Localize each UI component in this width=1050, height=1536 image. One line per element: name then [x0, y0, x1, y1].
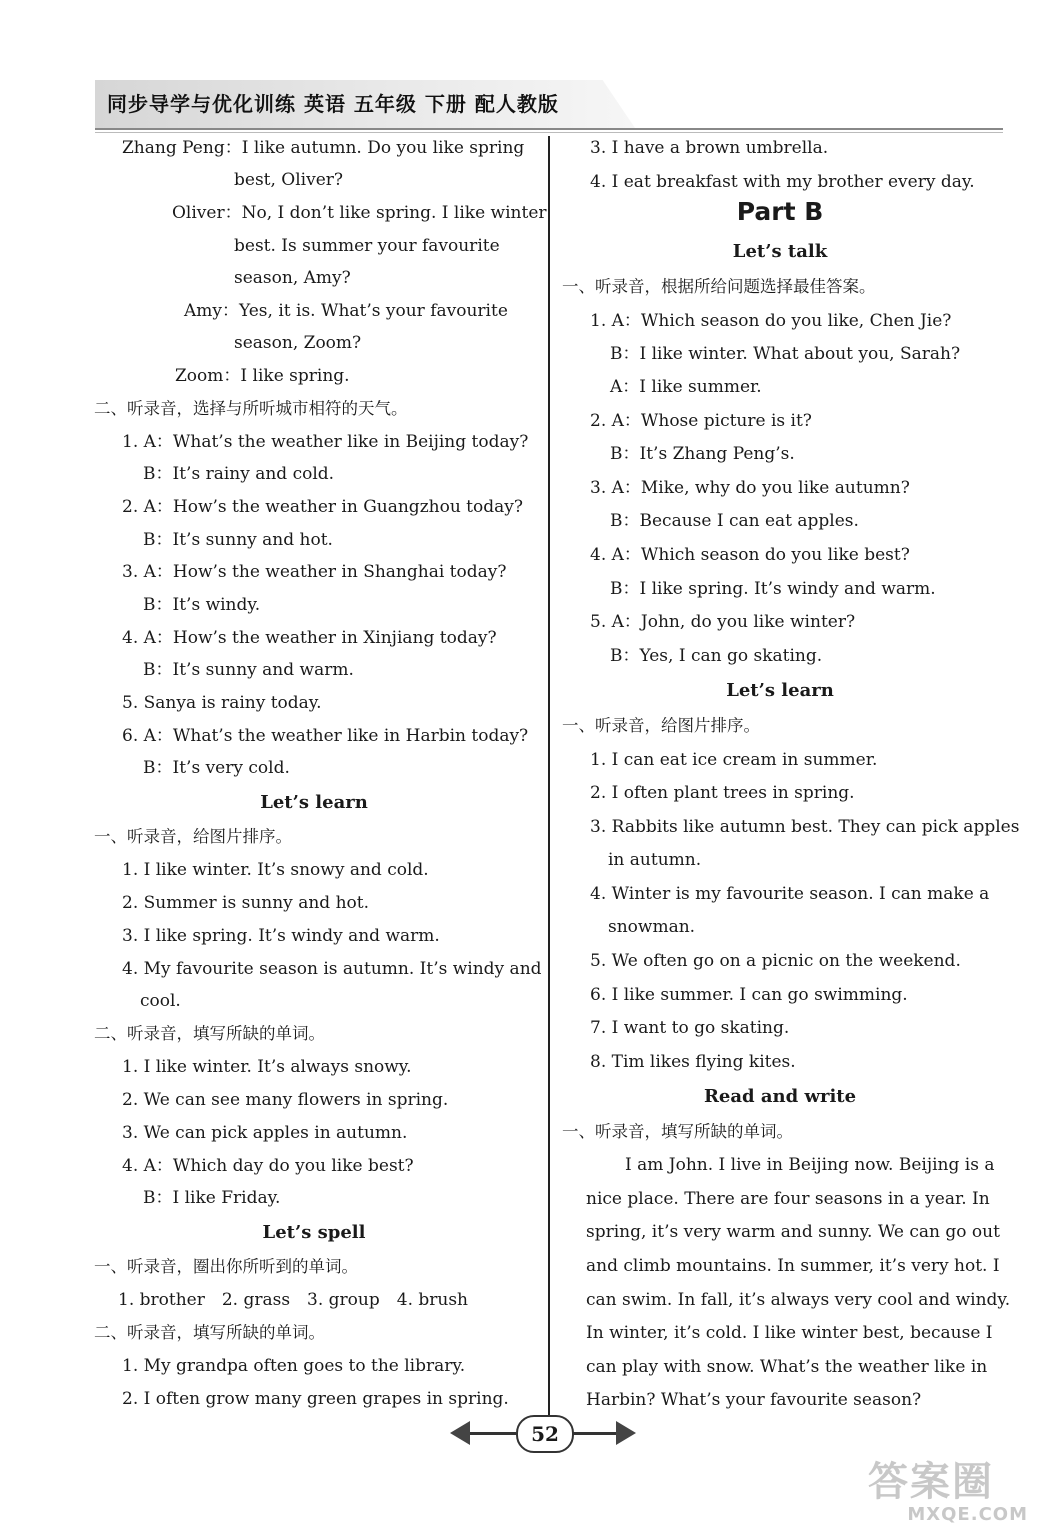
footer-arrow-right-icon: [616, 1421, 636, 1445]
text-line: 3. Rabbits like autumn best. They can pick apples: [590, 817, 1020, 837]
text-line: 5. A：John, do you like winter?: [590, 612, 856, 632]
text-line: 6. I like summer. I can go swimming.: [590, 985, 908, 1005]
part-heading: Part B: [736, 197, 824, 226]
text-line: in autumn.: [608, 850, 702, 870]
section-heading: Let’s learn: [726, 680, 834, 701]
header-rule: [95, 128, 1003, 130]
exercise-instruction: 一、听录音，给图片排序。: [94, 827, 292, 846]
text-line: 2. Summer is sunny and hot.: [122, 893, 369, 913]
text-line: 3. I like spring. It’s windy and warm.: [122, 926, 440, 946]
text-line: 4. My favourite season is autumn. It’s windy and: [122, 959, 542, 979]
text-line: B：It’s Zhang Peng’s.: [610, 444, 795, 464]
text-line: 6. A：What’s the weather like in Harbin today?: [122, 726, 529, 746]
text-line: 3. A：How’s the weather in Shanghai today?: [122, 562, 507, 582]
exercise-instruction: 一、听录音，圈出你所听到的单词。: [94, 1257, 358, 1276]
text-line: 7. I want to go skating.: [590, 1018, 790, 1038]
page-number: 52: [516, 1415, 574, 1453]
exercise-instruction: 二、听录音，填写所缺的单词。: [94, 1323, 325, 1342]
text-line: spring, it’s very warm and sunny. We can go out: [586, 1222, 1000, 1242]
footer-line-left: [470, 1432, 516, 1435]
text-line: 3. We can pick apples in autumn.: [122, 1123, 408, 1143]
text-line: B：Yes, I can go skating.: [610, 646, 823, 666]
text-line: 1. I like winter. It’s snowy and cold.: [122, 860, 429, 880]
text-line: 4. A：How’s the weather in Xinjiang today?: [122, 628, 497, 648]
header-rule-thin: [95, 132, 1003, 133]
text-line: 2. I often plant trees in spring.: [590, 783, 855, 803]
text-line: 4. I eat breakfast with my brother every day.: [590, 172, 975, 192]
text-line: B：Because I can eat apples.: [610, 511, 859, 531]
text-line: 5. Sanya is rainy today.: [122, 693, 322, 713]
watermark-logo-text: 答案圈: [868, 1459, 994, 1505]
column-divider: [548, 136, 550, 1424]
text-line: B：I like spring. It’s windy and warm.: [610, 579, 936, 599]
text-line: 1. My grandpa often goes to the library.: [122, 1356, 466, 1376]
text-line: B：I like winter. What about you, Sarah?: [610, 344, 961, 364]
text-line: 8. Tim likes flying kites.: [590, 1052, 796, 1072]
text-line: B：I like Friday.: [143, 1188, 281, 1208]
text-line: Amy：Yes, it is. What’s your favourite: [184, 301, 508, 321]
text-line: 4. A：Which season do you like best?: [590, 545, 910, 565]
text-line: 2. A：How’s the weather in Guangzhou today?: [122, 497, 523, 517]
text-line: can play with snow. What’s the weather like in: [586, 1357, 988, 1377]
text-line: nice place. There are four seasons in a year. In: [586, 1189, 990, 1209]
text-line: best. Is summer your favourite: [234, 236, 500, 256]
page-header-title: 同步导学与优化训练 英语 五年级 下册 配人教版: [107, 92, 559, 116]
text-line: I am John. I live in Beijing now. Beijing is a: [625, 1155, 995, 1175]
text-line: B：It’s windy.: [143, 595, 261, 615]
exercise-instruction: 一、听录音，填写所缺的单词。: [562, 1122, 793, 1141]
text-line: 1. brother 2. grass 3. group 4. brush: [118, 1290, 469, 1310]
text-line: 1. I can eat ice cream in summer.: [590, 750, 878, 770]
section-heading: Let’s talk: [732, 241, 828, 262]
section-heading: Let’s spell: [262, 1222, 366, 1243]
exercise-instruction: 一、听录音，给图片排序。: [562, 716, 760, 735]
footer-arrow-left-icon: [450, 1421, 470, 1445]
text-line: B：It’s sunny and hot.: [143, 530, 333, 550]
exercise-instruction: 一、听录音，根据所给问题选择最佳答案。: [562, 277, 876, 296]
section-heading: Read and write: [703, 1086, 857, 1107]
text-line: season, Zoom?: [234, 333, 362, 353]
text-line: 1. A：Which season do you like, Chen Jie?: [590, 311, 952, 331]
text-line: 5. We often go on a picnic on the weekend.: [590, 951, 961, 971]
text-line: cool.: [140, 991, 181, 1011]
text-line: B：It’s rainy and cold.: [143, 464, 335, 484]
watermark: [868, 1460, 1028, 1530]
text-line: 1. A：What’s the weather like in Beijing today?: [122, 432, 529, 452]
watermark-url: MXQE.COM: [907, 1504, 1028, 1525]
text-line: 1. I like winter. It’s always snowy.: [122, 1057, 412, 1077]
text-line: 2. A：Whose picture is it?: [590, 411, 812, 431]
text-line: B：It’s sunny and warm.: [143, 660, 354, 680]
text-line: 2. We can see many flowers in spring.: [122, 1090, 449, 1110]
text-line: 3. A：Mike, why do you like autumn?: [590, 478, 910, 498]
text-line: season, Amy?: [234, 268, 351, 288]
text-line: 4. Winter is my favourite season. I can make a: [590, 884, 990, 904]
text-line: and climb mountains. In summer, it’s very hot. I: [586, 1256, 1000, 1276]
text-line: Oliver：No, I don’t like spring. I like winter: [172, 203, 547, 223]
text-line: 3. I have a brown umbrella.: [590, 138, 829, 158]
text-line: B：It’s very cold.: [143, 758, 290, 778]
text-line: 4. A：Which day do you like best?: [122, 1156, 414, 1176]
section-heading: Let’s learn: [260, 792, 368, 813]
text-line: In winter, it’s cold. I like winter best, because I: [586, 1323, 993, 1343]
exercise-instruction: 二、听录音，填写所缺的单词。: [94, 1024, 325, 1043]
exercise-instruction: 二、听录音，选择与所听城市相符的天气。: [94, 399, 408, 418]
text-line: A：I like summer.: [610, 377, 762, 397]
text-line: Harbin? What’s your favourite season?: [586, 1390, 922, 1410]
text-line: best, Oliver?: [234, 170, 344, 190]
text-line: can swim. In fall, it’s always very cool and windy.: [586, 1290, 1011, 1310]
text-line: snowman.: [608, 917, 696, 937]
text-line: Zhang Peng：I like autumn. Do you like spring: [122, 138, 525, 158]
footer-line-right: [570, 1432, 616, 1435]
text-line: Zoom：I like spring.: [175, 366, 350, 386]
text-line: 2. I often grow many green grapes in spring.: [122, 1389, 509, 1409]
